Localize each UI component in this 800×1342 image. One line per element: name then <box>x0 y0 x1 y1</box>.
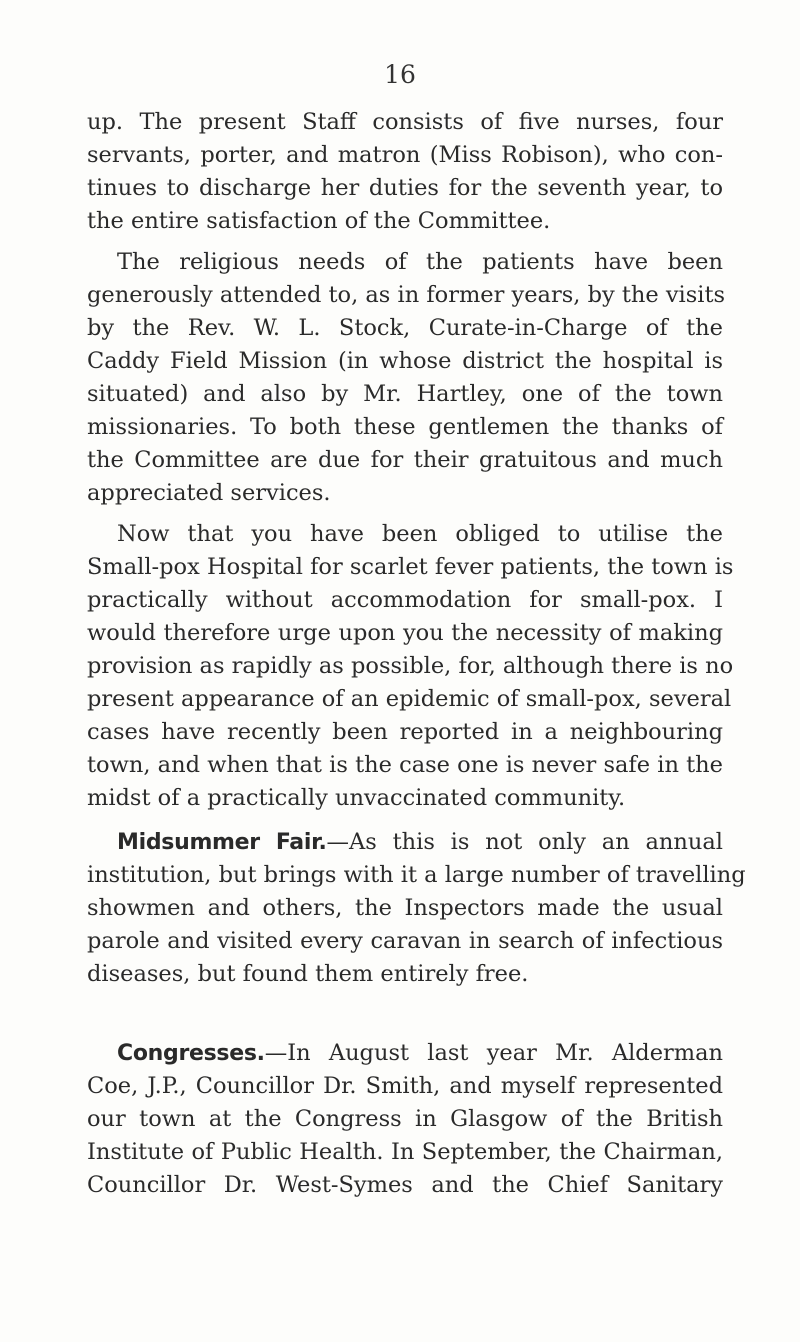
text-line: parole and visited every caravan in search of infectious <box>87 928 723 954</box>
text-line: situated) and also by Mr. Hartley, one of the town <box>87 381 723 407</box>
text-line: appreciated services. <box>87 480 331 506</box>
text-line: Now that you have been obliged to utilise the <box>117 521 723 547</box>
text-line: town, and when that is the case one is never safe in the <box>87 752 723 778</box>
text-line: tinues to discharge her duties for the seventh year, to <box>87 175 723 201</box>
paragraph-small-pox <box>87 518 734 815</box>
section-heading-congresses: Congresses. <box>117 1041 265 1066</box>
paragraph-midsummer-fair <box>87 826 746 991</box>
text-line: the entire satisfaction of the Committee. <box>87 208 551 234</box>
text-line: the Committee are due for their gratuitous and much <box>87 447 723 473</box>
text-line: institution, but brings with it a large number of travelling <box>87 862 746 888</box>
text-line: Small-pox Hospital for scarlet fever patients, the town is <box>87 554 734 580</box>
text-line: servants, porter, and matron (Miss Robison), who con- <box>87 142 723 168</box>
heading-continuation: —As this is not only an annual <box>326 829 723 855</box>
text-line: our town at the Congress in Glasgow of the British <box>87 1106 723 1132</box>
text-line: would therefore urge upon you the necessity of making <box>87 620 723 646</box>
heading-continuation: —In August last year Mr. Alderman <box>264 1040 723 1066</box>
text-line <box>87 826 723 859</box>
text-line: present appearance of an epidemic of small-pox, several <box>87 686 732 712</box>
text-line: Coe, J.P., Councillor Dr. Smith, and myself represented <box>87 1073 723 1099</box>
text-line: Caddy Field Mission (in whose district the hospital is <box>87 348 723 374</box>
paragraph-religious-needs <box>87 246 726 510</box>
text-line: The religious needs of the patients have been <box>117 249 723 275</box>
text-line: generously attended to, as in former years, by the visits <box>87 282 726 308</box>
text-line: cases have recently been reported in a neighbouring <box>87 719 723 745</box>
section-heading-midsummer-fair: Midsummer Fair. <box>117 830 327 855</box>
text-line: midst of a practically unvaccinated community. <box>87 785 626 811</box>
text-line: practically without accommodation for small-pox. I <box>87 587 723 613</box>
text-line: Councillor Dr. West-Symes and the Chief Sanitary <box>87 1172 723 1198</box>
text-line: by the Rev. W. L. Stock, Curate-in-Charge of the <box>87 315 723 341</box>
text-line: up. The present Staff consists of five nurses, four <box>87 109 723 135</box>
text-line <box>87 1037 723 1070</box>
text-line: diseases, but found them entirely free. <box>87 961 529 987</box>
text-line: missionaries. To both these gentlemen the thanks of <box>87 414 723 440</box>
text-line: provision as rapidly as possible, for, although there is no <box>87 653 734 679</box>
paragraph-congresses <box>87 1037 723 1202</box>
text-line: showmen and others, the Inspectors made the usual <box>87 895 723 921</box>
text-line: Institute of Public Health. In September, the Chairman, <box>87 1139 723 1165</box>
page-number: 16 <box>384 60 416 89</box>
paragraph-staff <box>87 106 723 238</box>
